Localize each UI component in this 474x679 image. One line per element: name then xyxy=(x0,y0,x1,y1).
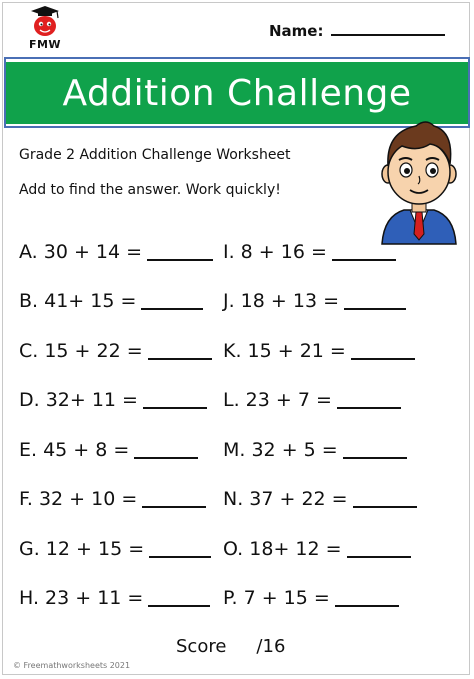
answer-blank[interactable] xyxy=(344,308,406,310)
problem-i xyxy=(223,241,396,263)
answer-blank[interactable] xyxy=(149,556,211,558)
problem-label: K. 15 + 21 = xyxy=(223,340,346,362)
worksheet-title: Addition Challenge xyxy=(62,72,412,114)
answer-blank[interactable] xyxy=(147,259,213,261)
problem-o xyxy=(223,538,411,560)
problem-e xyxy=(19,439,198,461)
problem-j xyxy=(223,290,406,312)
problem-label: J. 18 + 13 = xyxy=(223,290,339,312)
problem-h xyxy=(19,587,210,609)
problem-label: F. 32 + 10 = xyxy=(19,488,138,510)
answer-blank[interactable] xyxy=(143,407,207,409)
worksheet-subtitle: Grade 2 Addition Challenge Worksheet xyxy=(19,147,291,163)
copyright-text: © Freemathworksheets 2021 xyxy=(13,661,131,670)
problem-label: E. 45 + 8 = xyxy=(19,439,130,461)
score-row xyxy=(176,636,285,657)
logo-text: FMW xyxy=(28,38,62,51)
fmw-logo xyxy=(24,4,66,54)
answer-blank[interactable] xyxy=(148,358,212,360)
answer-blank[interactable] xyxy=(347,556,411,558)
answer-blank[interactable] xyxy=(343,457,407,459)
answer-blank[interactable] xyxy=(337,407,401,409)
problem-label: G. 12 + 15 = xyxy=(19,538,145,560)
score-label: Score xyxy=(176,636,227,657)
problem-label: N. 37 + 22 = xyxy=(223,488,348,510)
name-field[interactable] xyxy=(331,20,445,36)
problem-g xyxy=(19,538,211,560)
answer-blank[interactable] xyxy=(335,605,399,607)
problem-label: I. 8 + 16 = xyxy=(223,241,327,263)
answer-blank[interactable] xyxy=(332,259,396,261)
problem-a xyxy=(19,241,213,263)
answer-blank[interactable] xyxy=(148,605,210,607)
title-banner xyxy=(6,62,468,124)
worksheet-instructions: Add to find the answer. Work quickly! xyxy=(19,182,281,198)
problem-label: M. 32 + 5 = xyxy=(223,439,338,461)
problem-label: D. 32+ 11 = xyxy=(19,389,138,411)
answer-blank[interactable] xyxy=(134,457,198,459)
problem-f xyxy=(19,488,206,510)
problem-label: H. 23 + 11 = xyxy=(19,587,144,609)
answer-blank[interactable] xyxy=(351,358,415,360)
name-row xyxy=(269,20,445,40)
problem-b xyxy=(19,290,203,312)
problem-label: P. 7 + 15 = xyxy=(223,587,330,609)
problem-p xyxy=(223,587,399,609)
problem-label: C. 15 + 22 = xyxy=(19,340,143,362)
graduate-apple-icon xyxy=(24,4,66,40)
problem-d xyxy=(19,389,207,411)
problem-m xyxy=(223,439,407,461)
score-total: /16 xyxy=(256,636,286,657)
problem-label: A. 30 + 14 = xyxy=(19,241,143,263)
name-label: Name: xyxy=(269,22,324,40)
problem-k xyxy=(223,340,415,362)
problem-label: O. 18+ 12 = xyxy=(223,538,342,560)
problem-l xyxy=(223,389,401,411)
problem-c xyxy=(19,340,212,362)
answer-blank[interactable] xyxy=(353,506,417,508)
answer-blank[interactable] xyxy=(142,506,206,508)
problem-label: B. 41+ 15 = xyxy=(19,290,137,312)
boy-in-suit-icon xyxy=(374,116,464,246)
problem-label: L. 23 + 7 = xyxy=(223,389,332,411)
problem-n xyxy=(223,488,417,510)
answer-blank[interactable] xyxy=(141,308,203,310)
